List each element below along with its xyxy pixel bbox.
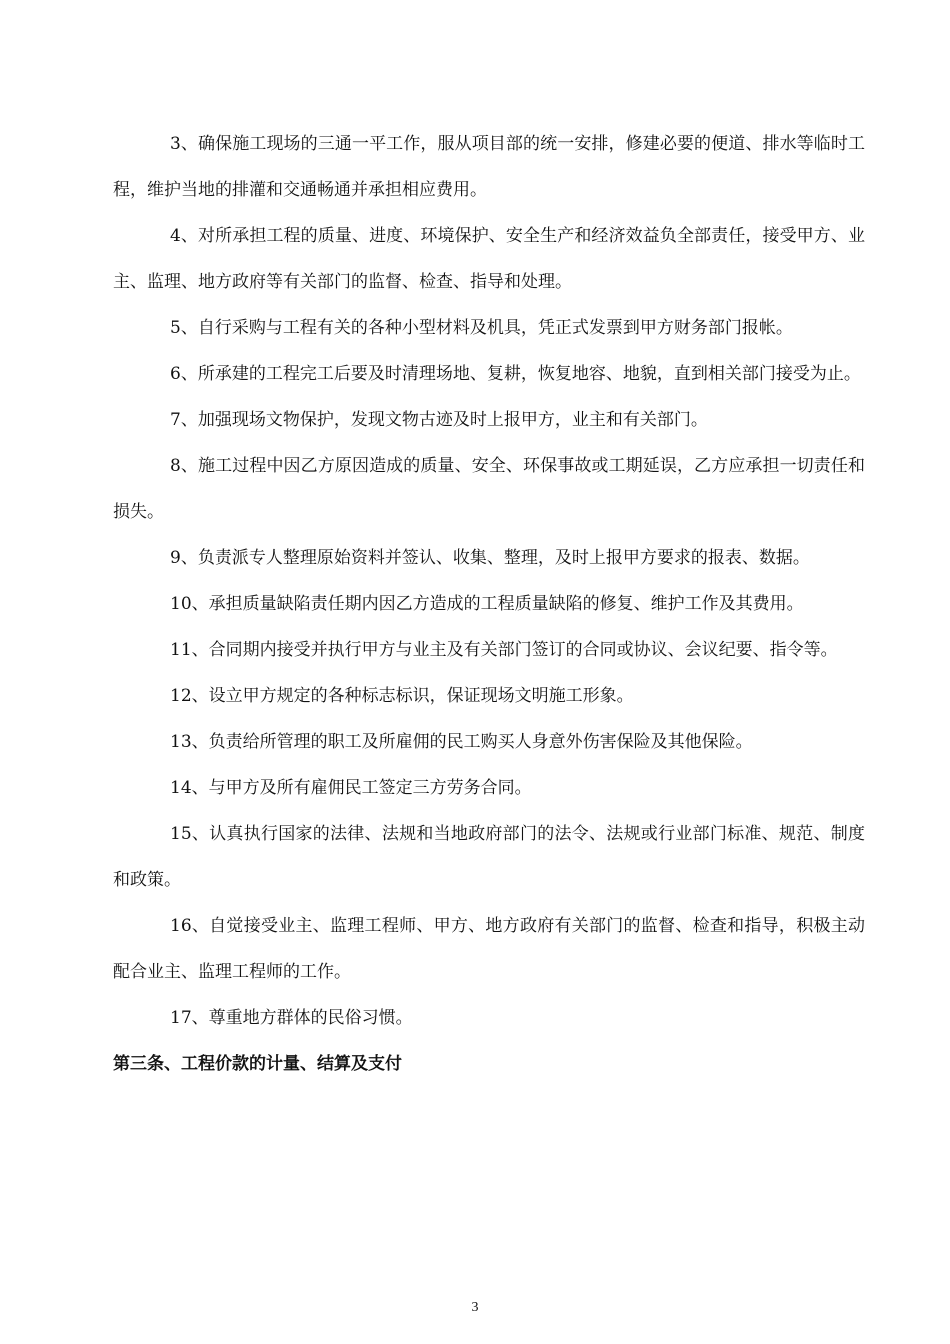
clause-8: 8、施工过程中因乙方原因造成的质量、安全、环保事故或工期延误，乙方应承担一切责任和损失。 (113, 456, 865, 522)
section-heading: 第三条、工程价款的计量、结算及支付 (113, 1054, 402, 1074)
clause-16: 16、自觉接受业主、监理工程师、甲方、地方政府有关部门的监督、检查和指导，积极主动配合业主、监理工程师的工作。 (113, 916, 865, 982)
clause-10: 10、承担质量缺陷责任期内因乙方造成的工程质量缺陷的修复、维护工作及其费用。 (170, 594, 804, 614)
clause-7: 7、加强现场文物保护，发现文物古迹及时上报甲方，业主和有关部门。 (170, 410, 708, 430)
clause-11: 11、合同期内接受并执行甲方与业主及有关部门签订的合同或协议、会议纪要、指令等。 (170, 640, 838, 660)
clause-5: 5、自行采购与工程有关的各种小型材料及机具，凭正式发票到甲方财务部门报帐。 (170, 318, 793, 338)
clause-14: 14、与甲方及所有雇佣民工签定三方劳务合同。 (170, 778, 532, 798)
page-number: 3 (471, 1300, 479, 1315)
clause-6: 6、所承建的工程完工后要及时清理场地、复耕，恢复地容、地貌，直到相关部门接受为止。 (170, 364, 861, 384)
clause-9: 9、负责派专人整理原始资料并签认、收集、整理，及时上报甲方要求的报表、数据。 (170, 548, 810, 568)
clause-15: 15、认真执行国家的法律、法规和当地政府部门的法令、法规或行业部门标准、规范、制度和政策。 (113, 824, 865, 890)
clause-17: 17、尊重地方群体的民俗习惯。 (170, 1008, 413, 1028)
clause-13: 13、负责给所管理的职工及所雇佣的民工购买人身意外伤害保险及其他保险。 (170, 732, 753, 752)
clause-12: 12、设立甲方规定的各种标志标识，保证现场文明施工形象。 (170, 686, 634, 706)
clause-4: 4、对所承担工程的质量、进度、环境保护、安全生产和经济效益负全部责任，接受甲方、业主、监理、地方政府等有关部门的监督、检查、指导和处理。 (113, 226, 865, 292)
document-body (113, 121, 865, 1087)
clause-3: 3、确保施工现场的三通一平工作，服从项目部的统一安排，修建必要的便道、排水等临时工程，维护当地的排灌和交通畅通并承担相应费用。 (113, 134, 865, 200)
